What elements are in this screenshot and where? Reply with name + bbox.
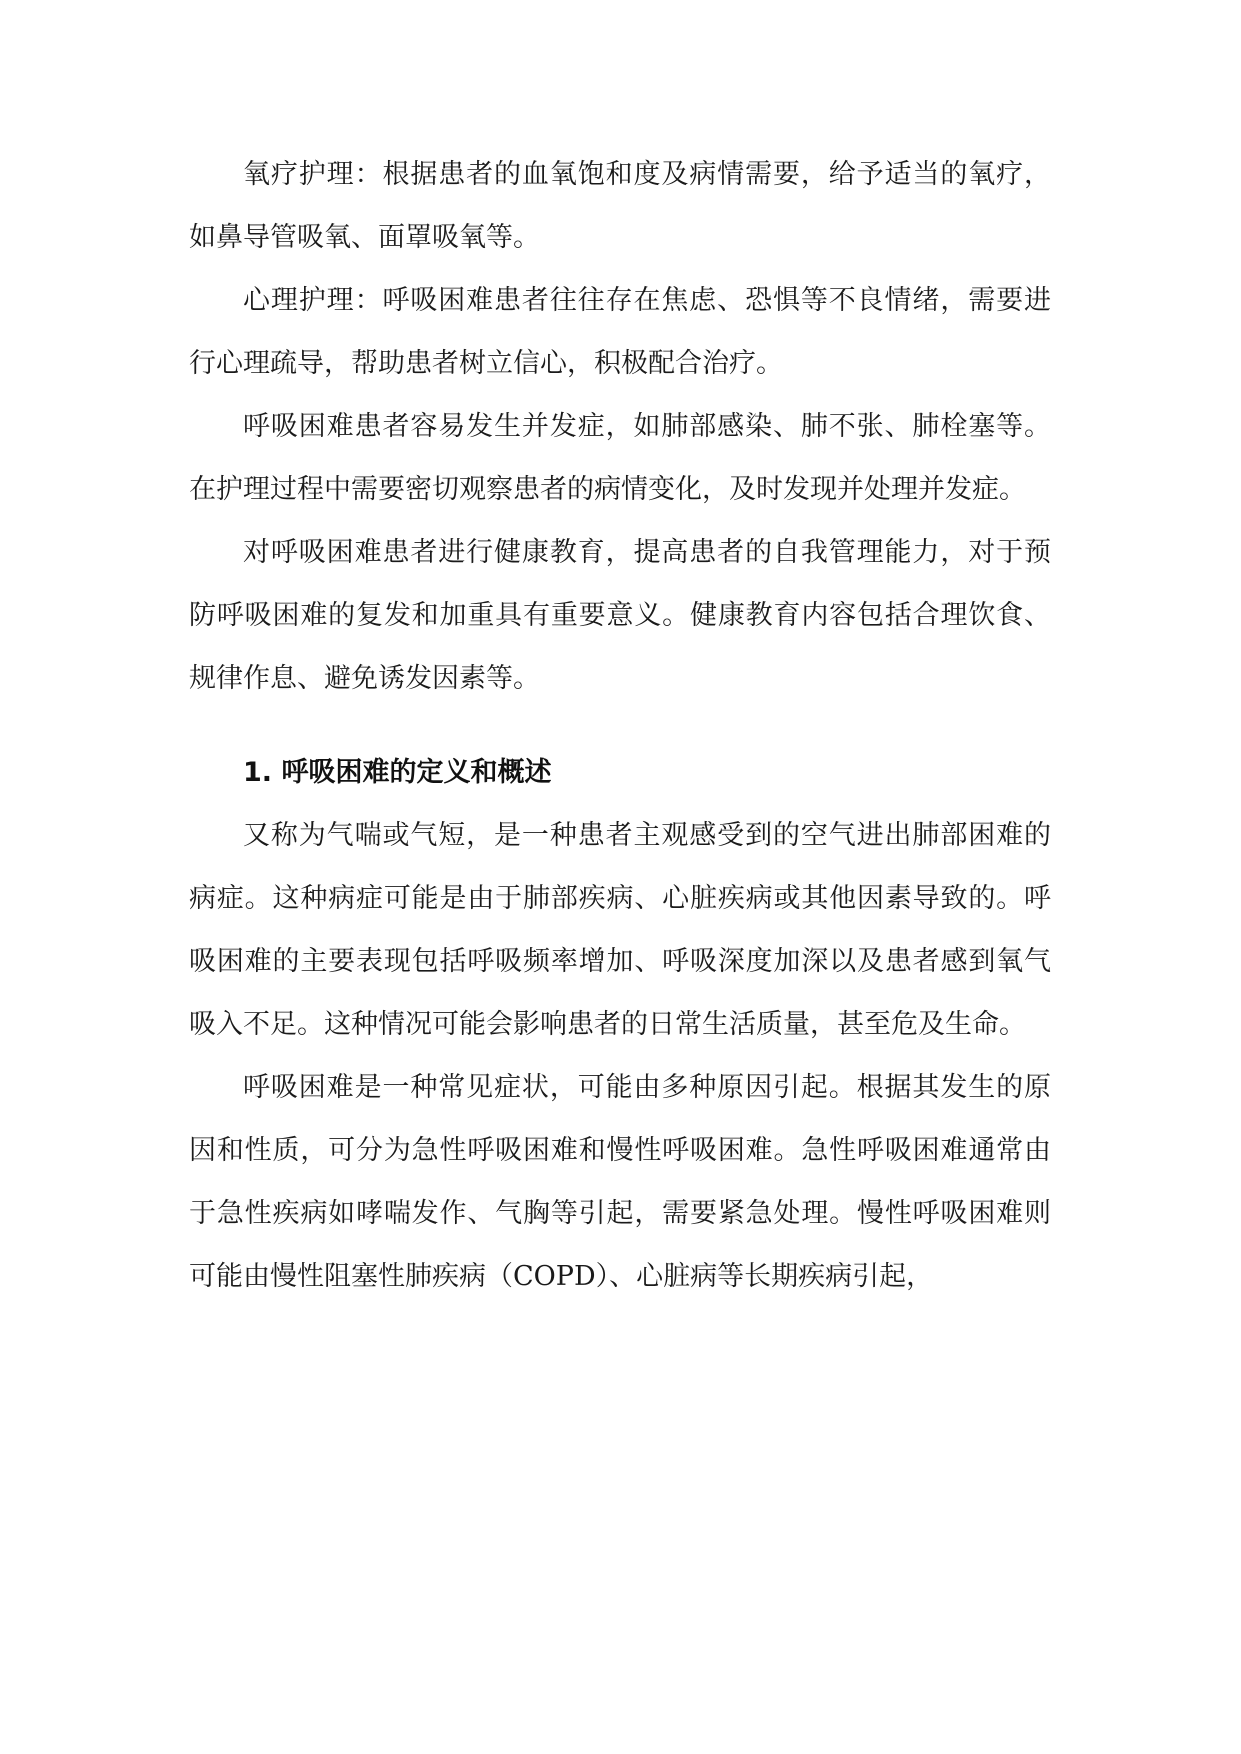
paragraph-definition: 又称为气喘或气短，是一种患者主观感受到的空气进出肺部困难的病症。这种病症可能是由于肺部疾病、心脏疾病或其他因素导致的。呼吸困难的主要表现包括呼吸频率增加、呼吸深度加深以及患者感到氧气吸入不足。这种情况可能会影响患者的日常生活质量，甚至危及生命。 — [189, 820, 1051, 1040]
section-heading: 1. 呼吸困难的定义和概述 — [243, 757, 552, 788]
paragraph-classification: 呼吸困难是一种常见症状，可能由多种原因引起。根据其发生的原因和性质，可分为急性呼吸困难和慢性呼吸困难。急性呼吸困难通常由于急性疾病如哮喘发作、气胸等引起，需要紧急处理。慢性呼吸困难则可能由慢性阻塞性肺疾病（COPD）、心脏病等长期疾病引起， — [189, 1072, 1051, 1292]
document-body — [189, 143, 1051, 1308]
paragraph-oxygen-therapy: 氧疗护理：根据患者的血氧饱和度及病情需要，给予适当的氧疗，如鼻导管吸氧、面罩吸氧等。 — [189, 159, 1051, 253]
paragraph-health-education: 对呼吸困难患者进行健康教育，提高患者的自我管理能力，对于预防呼吸困难的复发和加重具有重要意义。健康教育内容包括合理饮食、规律作息、避免诱发因素等。 — [189, 537, 1051, 694]
paragraph-psychological-care: 心理护理：呼吸困难患者往往存在焦虑、恐惧等不良情绪，需要进行心理疏导，帮助患者树立信心，积极配合治疗。 — [189, 285, 1051, 379]
paragraph-complications: 呼吸困难患者容易发生并发症，如肺部感染、肺不张、肺栓塞等。在护理过程中需要密切观察患者的病情变化，及时发现并处理并发症。 — [189, 411, 1051, 505]
